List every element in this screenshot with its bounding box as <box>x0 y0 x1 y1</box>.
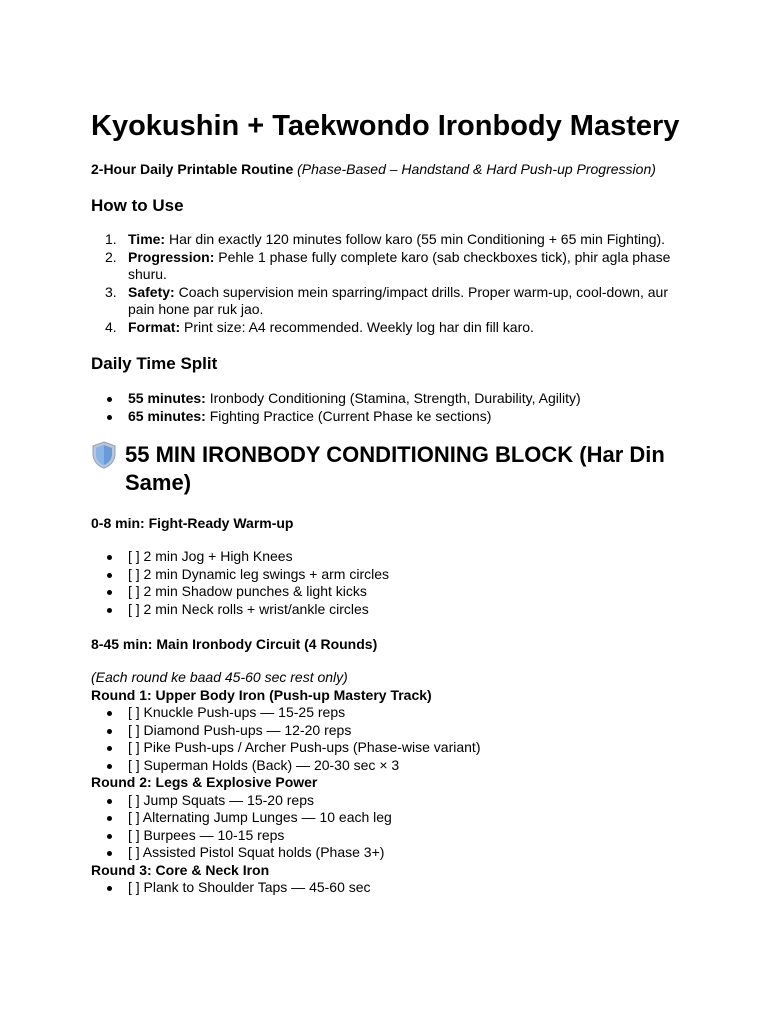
list-item <box>91 231 681 249</box>
list-item <box>91 284 681 319</box>
item-text: [ ] Assisted Pistol Squat holds (Phase 3+) <box>128 844 385 860</box>
item-label: 55 minutes: <box>128 390 206 406</box>
bullet-icon <box>107 608 112 613</box>
list-item <box>91 390 681 408</box>
item-text: [ ] Alternating Jump Lunges — 10 each leg <box>128 809 392 825</box>
item-label: 65 minutes: <box>128 407 206 424</box>
time-split-list <box>91 390 681 425</box>
item-text: Har din exactly 120 minutes follow karo (55 min Conditioning + 65 min Fighting). <box>168 231 666 247</box>
list-item <box>91 408 681 426</box>
item-text: Pehle 1 phase fully complete karo (sab checkboxes tick), phir agla phase shuru. <box>128 248 671 282</box>
item-text: [ ] 2 min Shadow punches & light kicks <box>128 583 367 599</box>
item-label: Safety: <box>128 283 175 300</box>
checklist-item <box>91 722 681 740</box>
item-text: Fighting Practice (Current Phase ke sections) <box>209 407 492 424</box>
list-number: 4. <box>105 318 117 335</box>
checklist-item <box>91 583 681 601</box>
how-to-use-list <box>91 231 681 336</box>
bullet-icon <box>107 746 112 751</box>
item-label: Time: <box>128 231 166 247</box>
routine-subtitle <box>91 160 681 178</box>
bullet-icon <box>107 415 112 420</box>
item-text: [ ] Pike Push-ups / Archer Push-ups (Phase-wise variant) <box>128 739 481 755</box>
item-text: [ ] Superman Holds (Back) — 20-30 sec × 3 <box>128 756 400 773</box>
bullet-icon <box>107 590 112 595</box>
bullet-icon <box>107 397 112 402</box>
checklist-item <box>91 548 681 566</box>
bullet-icon <box>107 834 112 839</box>
bullet-icon <box>107 711 112 716</box>
how-to-use-heading: How to Use <box>91 196 184 215</box>
round-3-checklist <box>91 879 681 897</box>
bullet-icon <box>107 729 112 734</box>
list-item <box>91 319 681 337</box>
checklist-item <box>91 792 681 810</box>
checklist-item <box>91 704 681 722</box>
subtitle-italic: (Phase-Based – Handstand & Hard Push-up Progression) <box>297 161 656 177</box>
list-item <box>91 249 681 284</box>
item-text: [ ] 2 min Dynamic leg swings + arm circles <box>128 565 390 582</box>
checklist-item <box>91 566 681 584</box>
bullet-icon <box>107 799 112 804</box>
checklist-item <box>91 757 681 775</box>
conditioning-block-heading <box>91 441 681 497</box>
bullet-icon <box>107 851 112 856</box>
circuit-heading: 8-45 min: Main Ironbody Circuit (4 Rounds) <box>91 636 378 652</box>
checklist-item <box>91 601 681 619</box>
checklist-item <box>91 809 681 827</box>
item-label: Progression: <box>128 248 215 265</box>
bullet-icon <box>107 555 112 560</box>
list-number: 2. <box>105 248 117 265</box>
page-title: Kyokushin + Taekwondo Ironbody Mastery <box>91 110 680 142</box>
item-text: [ ] Jump Squats — 15-20 reps <box>128 791 314 808</box>
bullet-icon <box>107 886 112 891</box>
item-text: [ ] 2 min Jog + High Knees <box>128 548 293 564</box>
round-3-title: Round 3: Core & Neck Iron <box>91 861 270 878</box>
rest-note: (Each round ke baad 45-60 sec rest only) <box>91 669 348 685</box>
subtitle-bold: 2-Hour Daily Printable Routine <box>91 161 294 177</box>
warmup-checklist <box>91 548 681 618</box>
list-number: 1. <box>105 231 117 247</box>
list-number: 3. <box>105 283 117 300</box>
shield-icon <box>91 441 117 469</box>
round-1-title: Round 1: Upper Body Iron (Push-up Mastery Track) <box>91 686 432 703</box>
checklist-item <box>91 844 681 862</box>
round-2-title: Round 2: Legs & Explosive Power <box>91 774 318 790</box>
item-text: Coach supervision mein sparring/impact drills. Proper warm-up, cool-down, aur pain hone par ruk jao. <box>128 283 668 317</box>
checklist-item <box>91 739 681 757</box>
time-split-heading: Daily Time Split <box>91 354 218 373</box>
checklist-item <box>91 827 681 845</box>
item-text: Print size: A4 recommended. Weekly log har din fill karo. <box>184 318 534 335</box>
document-content <box>91 108 681 897</box>
item-text: [ ] 2 min Neck rolls + wrist/ankle circles <box>128 600 369 617</box>
bullet-icon <box>107 573 112 578</box>
checklist-item <box>91 879 681 897</box>
item-text: [ ] Knuckle Push-ups — 15-25 reps <box>128 704 346 720</box>
item-text: Ironbody Conditioning (Stamina, Strength, Durability, Agility) <box>209 390 581 406</box>
item-text: [ ] Diamond Push-ups — 12-20 reps <box>128 721 352 738</box>
item-text: [ ] Burpees — 10-15 reps <box>128 826 285 843</box>
round-2-checklist <box>91 792 681 862</box>
item-label: Format: <box>128 318 181 335</box>
round-1-checklist <box>91 704 681 774</box>
bullet-icon <box>107 764 112 769</box>
item-text: [ ] Plank to Shoulder Taps — 45-60 sec <box>128 879 371 895</box>
block-title: 55 MIN IRONBODY CONDITIONING BLOCK (Har Din Same) <box>125 442 665 495</box>
bullet-icon <box>107 816 112 821</box>
warmup-heading: 0-8 min: Fight-Ready Warm-up <box>91 515 294 531</box>
